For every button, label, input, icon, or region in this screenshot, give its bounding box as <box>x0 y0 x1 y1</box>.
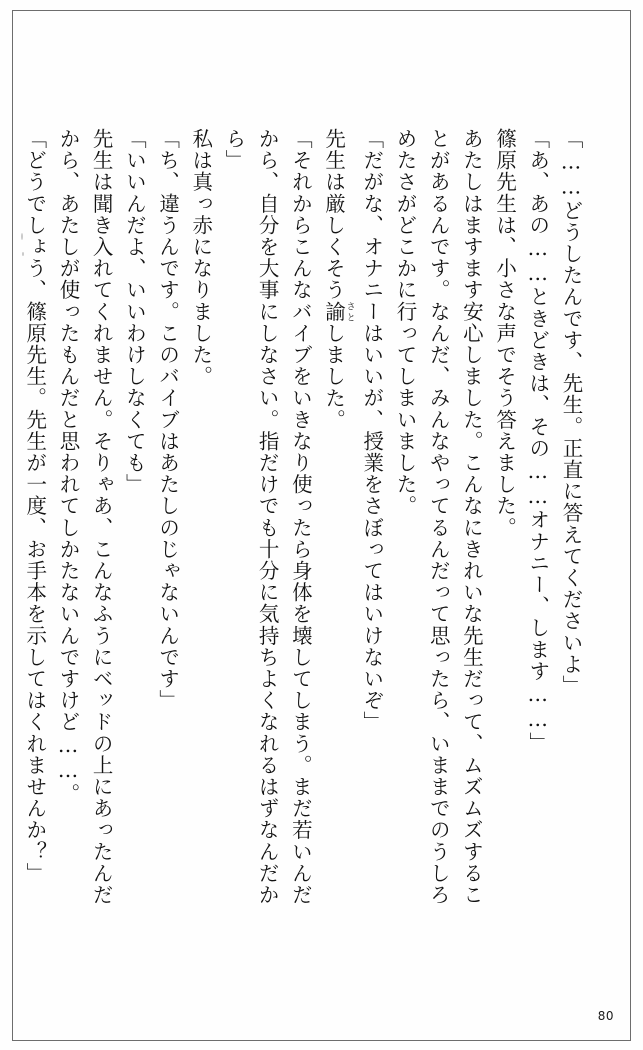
ruby-satosu: 諭 さと <box>321 300 355 323</box>
novel-body-text <box>22 128 587 918</box>
paragraph: 「……どうしたんです、先生。正直に答えてくださいよ」 <box>559 128 583 697</box>
paragraph: あたしはますます安心しました。こんなにきれいな先生だって、ムズムズすることがあるんです。なんだ、みんなやってるんだって思ったら、いままでのうしろめたさがどこかに行ってしまいました。 <box>392 128 484 906</box>
page-border-right <box>630 10 631 1041</box>
paragraph: 「あ、あの……ときどきは、その……オナニー、します……」 <box>525 128 550 754</box>
paragraph: 先生は聞き入れてくれません。そりゃあ、こんなふうにベッドの上にあったんだから、あたしが使ったもんだと思われてしかたないんですけど……。 <box>55 128 114 906</box>
paragraph: 「どうでしょう、篠原先生。先生が一度、お手本を示してはくれませんか？」 <box>22 128 47 884</box>
paragraph: 私は真っ赤になりました。 <box>188 128 213 388</box>
paragraph: 篠原先生は、小さな声でそう答えました。 <box>492 128 517 539</box>
page-border-top <box>12 10 631 11</box>
paragraph: 「それからこんなバイブをいきなり使ったら身体を壊してしまう。まだ若いんだから、自分を大事にしなさい。指だけでも十分に気持ちよくなれるはずなんだから」 <box>221 128 313 906</box>
paragraph: 「いいんだよ、いいわけしなくても」 <box>122 128 147 496</box>
page-number: 80 <box>597 1009 614 1023</box>
paragraph: 「ち、違うんです。このバイブはあたしのじゃないんです」 <box>155 128 180 712</box>
ruby-reading: さと <box>344 300 355 323</box>
page-border-left <box>12 10 13 1041</box>
paragraph: 「だがな、オナニーはいいが、授業をさぼってはいけないぞ」 <box>359 128 384 733</box>
page-border-bottom <box>12 1040 631 1041</box>
paragraph-with-ruby: 先生は厳しくそう諭 さとしました。 <box>321 128 355 431</box>
